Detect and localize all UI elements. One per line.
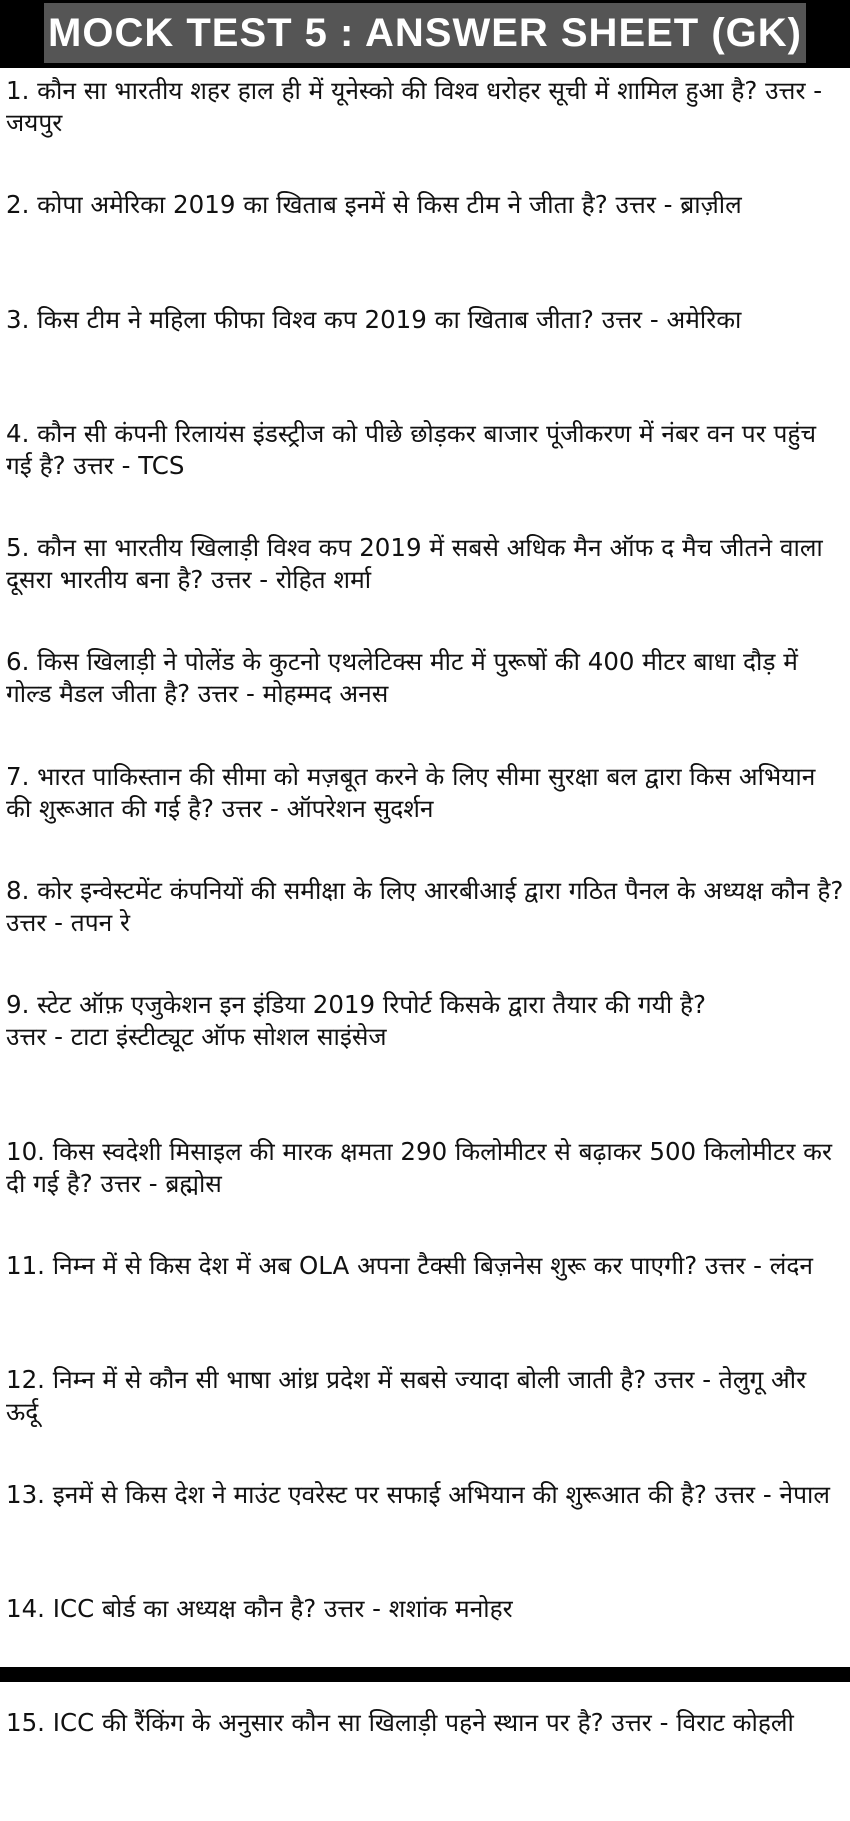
question-item-9 [6, 989, 844, 1135]
question-text: 14. ICC बोर्ड का अध्यक्ष कौन है? उत्तर - शशांक मनोहर [6, 1593, 513, 1623]
question-text: 10. किस स्वदेशी मिसाइल की मारक क्षमता 290 किलोमीटर से बढ़ाकर 500 किलोमीटर कर दी गई है? उत्तर - ब्रह्मोस [6, 1136, 833, 1198]
question-item-2 [6, 189, 844, 303]
question-item-1 [6, 75, 844, 189]
question-item-10 [6, 1136, 844, 1250]
question-item-4 [6, 418, 844, 532]
question-text: 15. ICC की रैंकिंग के अनुसार कौन सा खिलाड़ी पहने स्थान पर है? उत्तर - विराट कोहली [6, 1708, 794, 1738]
header-bar [0, 0, 850, 68]
answer-text: उत्तर - टाटा इंस्टीट्यूट ऑफ सोशल साइंसेज [6, 1022, 387, 1052]
question-item-15 [6, 1707, 844, 1821]
page-title: MOCK TEST 5 : ANSWER SHEET (GK) [44, 3, 806, 63]
question-item-14 [6, 1593, 844, 1707]
question-text: 1. कौन सा भारतीय शहर हाल ही में यूनेस्को की विश्व धरोहर सूची में शामिल हुआ है? उत्तर - जयपुर [6, 76, 823, 137]
question-text: 9. स्टेट ऑफ़ एजुकेशन इन इंडिया 2019 रिपोर्ट किसके द्वारा तैयार की गयी है? [6, 990, 706, 1020]
question-item-3 [6, 304, 844, 418]
question-item-12 [6, 1364, 844, 1478]
question-text: 11. निम्न में से किस देश में अब OLA अपना टैक्सी बिज़नेस शुरू कर पाएगी? उत्तर - लंदन [6, 1250, 814, 1280]
question-item-7 [6, 761, 844, 875]
question-item-6 [6, 646, 844, 760]
question-item-8 [6, 875, 844, 989]
question-text: 3. किस टीम ने महिला फीफा विश्व कप 2019 का खिताब जीता? उत्तर - अमेरिका [6, 304, 742, 334]
footer-bar [0, 1667, 850, 1682]
question-item-5 [6, 532, 844, 646]
question-list [6, 75, 844, 1821]
question-text: 4. कौन सी कंपनी रिलायंस इंडस्ट्रीज को पीछे छोड़कर बाजार पूंजीकरण में नंबर वन पर पहुंच गई है? उत्तर - TCS [6, 418, 816, 480]
question-item-13 [6, 1479, 844, 1593]
question-text: 6. किस खिलाड़ी ने पोलेंड के कुटनो एथलेटिक्स मीट में पुरूषों की 400 मीटर बाधा दौड़ में गोल्ड मैडल जीता है? उत्तर - मोहम्मद अनस [6, 647, 798, 709]
question-text: 12. निम्न में से कौन सी भाषा आंध्र प्रदेश में सबसे ज्यादा बोली जाती है? उत्तर - तेलुगू और ऊर्दू [6, 1365, 807, 1427]
question-item-11 [6, 1250, 844, 1364]
question-text: 13. इनमें से किस देश ने माउंट एवरेस्ट पर सफाई अभियान की शुरूआत की है? उत्तर - नेपाल [6, 1479, 830, 1509]
question-text: 7. भारत पाकिस्तान की सीमा को मज़बूत करने के लिए सीमा सुरक्षा बल द्वारा किस अभियान की शुरूआत की गई है? उत्तर - ऑपरेशन सुदर्शन [6, 761, 816, 823]
question-text: 5. कौन सा भारतीय खिलाड़ी विश्व कप 2019 में सबसे अधिक मैन ऑफ द मैच जीतने वाला दूसरा भारतीय बना है? उत्तर - रोहित शर्मा [6, 533, 823, 595]
question-text: 2. कोपा अमेरिका 2019 का खिताब इनमें से किस टीम ने जीता है? उत्तर - ब्राज़ील [6, 190, 742, 220]
question-text: 8. कोर इन्वेस्टमेंट कंपनियों की समीक्षा के लिए आरबीआई द्वारा गठित पैनल के अध्यक्ष कौन है? उत्तर - तपन रे [6, 876, 844, 938]
